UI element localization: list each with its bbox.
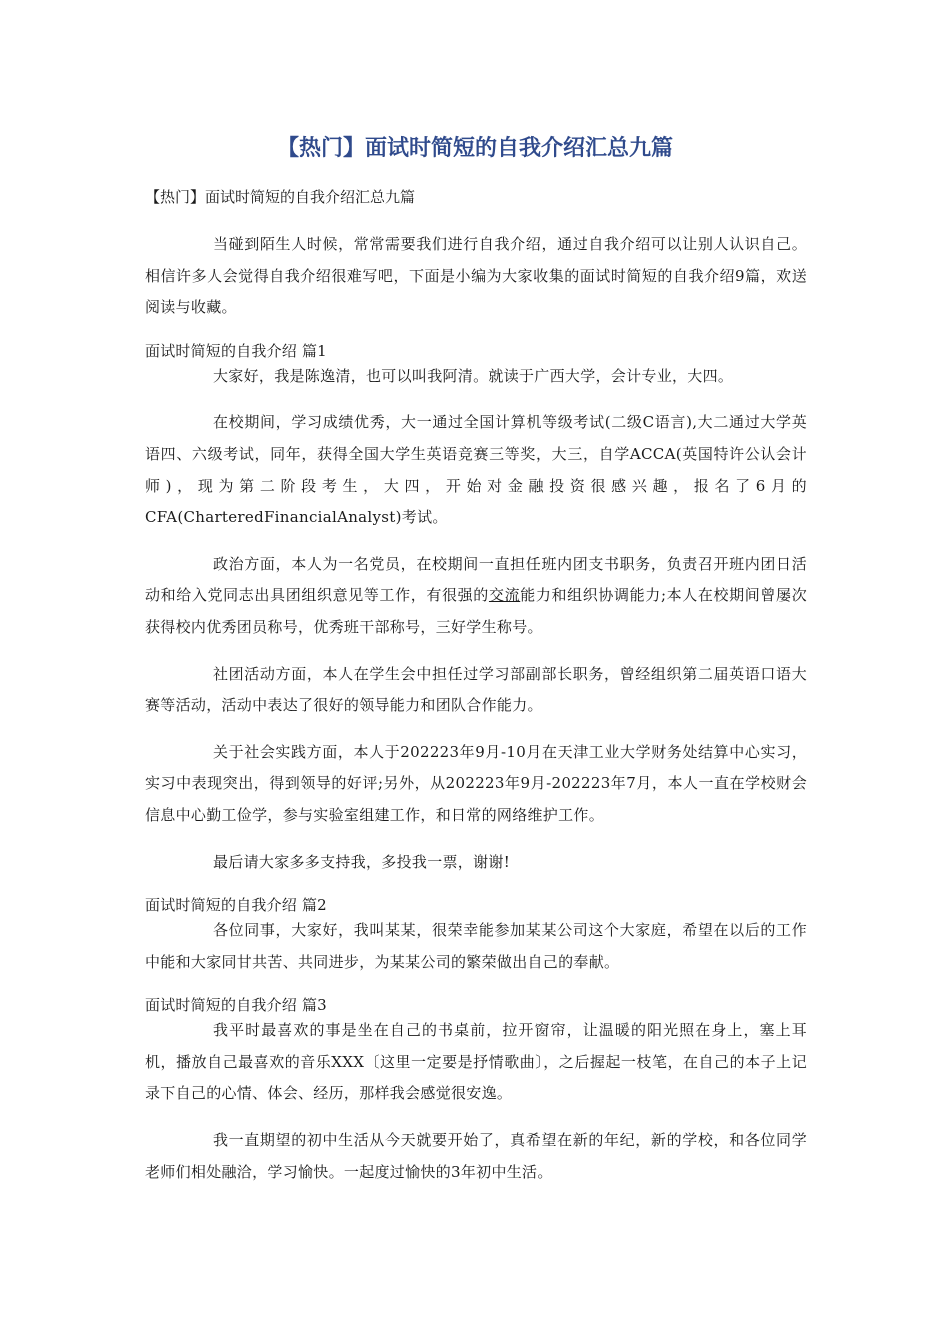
section-1-paragraph-1: 大家好，我是陈逸清，也可以叫我阿清。就读于广西大学，会计专业，大四。 bbox=[213, 366, 734, 385]
intro-paragraph: 当碰到陌生人时候，常常需要我们进行自我介绍，通过自我介绍可以让别人认识自己。相信许多人会觉得自我介绍很难写吧，下面是小编为大家收集的面试时简短的自我介绍9篇，欢送阅读与收藏。 bbox=[145, 235, 807, 317]
section-2-paragraph-1: 各位同事，大家好，我叫某某，很荣幸能参加某某公司这个大家庭，希望在以后的工作中能和大家同甘共苦、共同进步，为某某公司的繁荣做出自己的奉献。 bbox=[145, 921, 807, 971]
section-heading-2: 面试时简短的自我介绍 篇2 bbox=[145, 896, 327, 915]
document-body bbox=[145, 229, 807, 1203]
section-heading-1: 面试时简短的自我介绍 篇1 bbox=[145, 341, 327, 360]
section-3-paragraph-2: 我一直期望的初中生活从今天就要开始了，真希望在新的年纪，新的学校，和各位同学老师们相处融洽，学习愉快。一起度过愉快的3年初中生活。 bbox=[145, 1131, 807, 1181]
document-title: 【热门】面试时简短的自我介绍汇总九篇 bbox=[276, 136, 673, 161]
section-1-paragraph-5: 关于社会实践方面，本人于202223年9月-10月在天津工业大学财务处结算中心实习，实习中表现突出，得到领导的好评;另外，从202223年9月-202223年7月，本人一直在学校财会信息中心勤工俭学，参与实验室组建工作，和日常的网络维护工作。 bbox=[145, 742, 807, 824]
section-1-paragraph-3 bbox=[145, 549, 807, 644]
underlined-term: 交流 bbox=[488, 586, 521, 605]
paragraph-text: 能力和组织协调能力;本人在校期间曾屡次获得校内优秀团员称号，优秀班干部称号，三好学生称号。 bbox=[145, 586, 807, 636]
paragraph-text: 政治方面，本人为一名党员，在校期间一直担任班内团支书职务，负责召开班内团日活动和给入党同志出具团组织意见等工作，有很强的 bbox=[145, 554, 807, 605]
section-heading-3: 面试时简短的自我介绍 篇3 bbox=[145, 996, 327, 1015]
section-3-paragraph-1: 我平时最喜欢的事是坐在自己的书桌前，拉开窗帘，让温暖的阳光照在身上，塞上耳机，播放自己最喜欢的音乐XXX〔这里一定要是抒情歌曲〕，之后握起一枝笔，在自己的本子上记录下自己的心情、体会、经历，那样我会感觉很安逸。 bbox=[145, 1021, 807, 1103]
section-1-paragraph-2: 在校期间，学习成绩优秀，大一通过全国计算机等级考试(二级C语言),大二通过大学英语四、六级考试，同年，获得全国大学生英语竞赛三等奖，大三，自学ACCA(英国特许公认会计师)，现为第二阶段考生，大四，开始对金融投资很感兴趣，报名了6月的CFA(CharteredFinancialAnalyst)考试。 bbox=[145, 413, 807, 527]
document-subtitle: 【热门】面试时简短的自我介绍汇总九篇 bbox=[145, 188, 416, 206]
section-1-paragraph-4: 社团活动方面，本人在学生会中担任过学习部副部长职务，曾经组织第二届英语口语大赛等活动，活动中表达了很好的领导能力和团队合作能力。 bbox=[145, 664, 807, 715]
section-1-paragraph-6: 最后请大家多多支持我，多投我一票，谢谢! bbox=[213, 852, 511, 871]
